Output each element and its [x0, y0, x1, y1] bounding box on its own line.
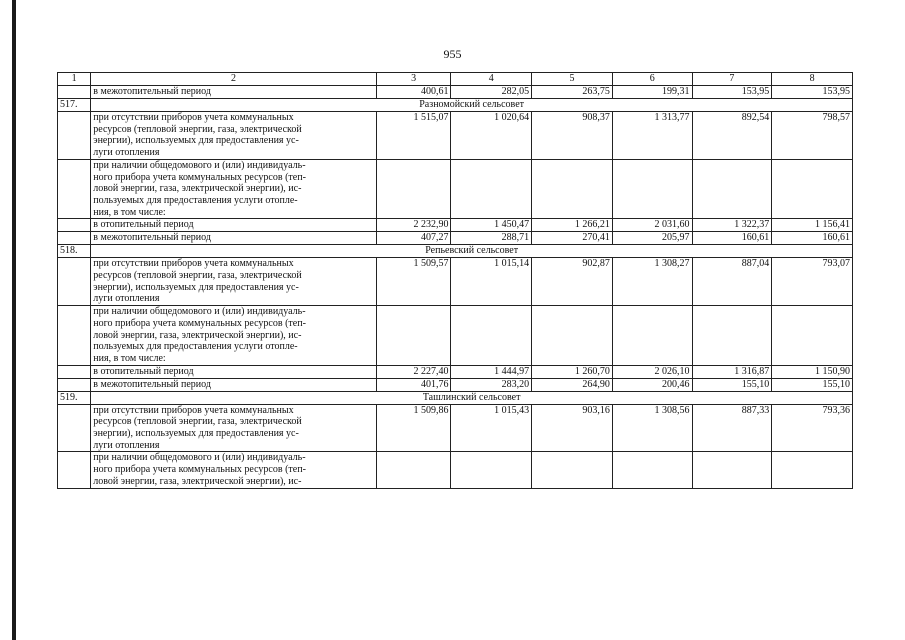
label-line: луги отопления — [93, 439, 160, 451]
absent-meter-label — [91, 112, 377, 160]
value-cell: 160,61 — [692, 232, 772, 245]
value-cell — [772, 452, 853, 488]
row-number-cell — [58, 219, 91, 232]
section-number: 518. — [58, 245, 91, 258]
table-row — [58, 86, 853, 99]
label-line: ресурсов (тепловой энергии, газа, электрической — [93, 270, 302, 282]
value-cell: 903,16 — [532, 404, 613, 452]
value-cell: 1 313,77 — [612, 112, 692, 160]
value-cell: 1 308,56 — [612, 404, 692, 452]
label-line: ного прибора учета коммунальных ресурсов (теп- — [93, 171, 306, 183]
value-cell: 1 260,70 — [532, 365, 613, 378]
label-line: энергии), используемых для предоставления ус- — [93, 281, 299, 293]
value-cell: 288,71 — [451, 232, 532, 245]
value-cell: 887,33 — [692, 404, 772, 452]
value-cell: 264,90 — [532, 378, 613, 391]
table-row — [58, 365, 853, 378]
label-line: ного прибора учета коммунальных ресурсов (теп- — [93, 464, 306, 476]
value-cell — [376, 159, 451, 219]
value-cell: 2 232,90 — [376, 219, 451, 232]
absent-meter-label — [91, 404, 377, 452]
row-number-cell — [58, 365, 91, 378]
label-line: ловой энергии, газа, электрической энергии), ис- — [93, 475, 302, 487]
label-line: при наличии общедомового и (или) индивидуаль- — [93, 452, 306, 464]
present-meter-label — [91, 306, 377, 366]
label-line: ния, в том числе: — [93, 352, 166, 364]
row-label: в межотопительный период — [91, 378, 377, 391]
value-cell: 270,41 — [532, 232, 613, 245]
value-cell: 1 015,14 — [451, 258, 532, 306]
present-meter-label — [91, 452, 377, 488]
value-cell: 892,54 — [692, 112, 772, 160]
value-cell: 263,75 — [532, 86, 613, 99]
value-cell: 200,46 — [612, 378, 692, 391]
value-cell: 1 156,41 — [772, 219, 853, 232]
row-number-cell — [58, 86, 91, 99]
label-line: ресурсов (тепловой энергии, газа, электрической — [93, 416, 302, 428]
label-line: энергии), используемых для предоставления ус- — [93, 135, 299, 147]
label-line: пользуемых для предоставления услуги отопле- — [93, 194, 298, 206]
value-cell — [532, 306, 613, 366]
tariff-table — [57, 72, 853, 489]
label-line: ного прибора учета коммунальных ресурсов (теп- — [93, 317, 306, 329]
column-number: 5 — [532, 73, 613, 86]
value-cell: 887,04 — [692, 258, 772, 306]
row-number-cell — [58, 306, 91, 366]
table-row — [58, 112, 853, 160]
value-cell: 908,37 — [532, 112, 613, 160]
column-number: 7 — [692, 73, 772, 86]
value-cell: 1 150,90 — [772, 365, 853, 378]
value-cell — [692, 159, 772, 219]
label-line: при наличии общедомового и (или) индивидуаль- — [93, 159, 306, 171]
label-line: энергии), используемых для предоставления ус- — [93, 428, 299, 440]
section-name: Разномойский сельсовет — [91, 99, 853, 112]
value-cell: 155,10 — [692, 378, 772, 391]
column-number: 3 — [376, 73, 451, 86]
label-line: при отсутствии приборов учета коммунальных — [93, 112, 294, 123]
column-number-row — [58, 73, 853, 86]
value-cell: 1 316,87 — [692, 365, 772, 378]
value-cell: 1 515,07 — [376, 112, 451, 160]
table-row — [58, 219, 853, 232]
value-cell — [612, 306, 692, 366]
value-cell: 400,61 — [376, 86, 451, 99]
value-cell — [612, 159, 692, 219]
value-cell: 1 020,64 — [451, 112, 532, 160]
value-cell — [451, 306, 532, 366]
table-row — [58, 452, 853, 488]
section-header-row — [58, 99, 853, 112]
value-cell: 407,27 — [376, 232, 451, 245]
table-row — [58, 378, 853, 391]
label-line: при отсутствии приборов учета коммунальных — [93, 258, 294, 270]
value-cell: 2 227,40 — [376, 365, 451, 378]
table-row — [58, 159, 853, 219]
value-cell: 1 322,37 — [692, 219, 772, 232]
value-cell — [451, 452, 532, 488]
column-number: 1 — [58, 73, 91, 86]
section-number: 519. — [58, 391, 91, 404]
value-cell: 199,31 — [612, 86, 692, 99]
row-label: в отопительный период — [91, 219, 377, 232]
section-name: Репьевский сельсовет — [91, 245, 853, 258]
value-cell: 1 509,86 — [376, 404, 451, 452]
value-cell — [772, 306, 853, 366]
label-line: при наличии общедомового и (или) индивидуаль- — [93, 306, 306, 318]
value-cell: 155,10 — [772, 378, 853, 391]
column-number: 6 — [612, 73, 692, 86]
table-row — [58, 258, 853, 306]
value-cell: 1 266,21 — [532, 219, 613, 232]
row-number-cell — [58, 378, 91, 391]
value-cell — [376, 452, 451, 488]
row-label: в отопительный период — [91, 365, 377, 378]
label-line: ловой энергии, газа, электрической энергии), ис- — [93, 183, 302, 195]
value-cell: 205,97 — [612, 232, 692, 245]
value-cell: 1 450,47 — [451, 219, 532, 232]
value-cell — [772, 159, 853, 219]
scan-edge-bar — [12, 0, 16, 640]
table-row — [58, 306, 853, 366]
value-cell: 1 509,57 — [376, 258, 451, 306]
value-cell: 153,95 — [692, 86, 772, 99]
label-line: ловой энергии, газа, электрической энергии), ис- — [93, 329, 302, 341]
page-number: 955 — [443, 47, 462, 61]
row-number-cell — [58, 258, 91, 306]
value-cell: 798,57 — [772, 112, 853, 160]
section-header-row — [58, 245, 853, 258]
label-line: пользуемых для предоставления услуги отопле- — [93, 341, 298, 353]
column-number: 8 — [772, 73, 853, 86]
value-cell: 401,76 — [376, 378, 451, 391]
row-number-cell — [58, 404, 91, 452]
row-number-cell — [58, 232, 91, 245]
value-cell — [532, 452, 613, 488]
value-cell: 282,05 — [451, 86, 532, 99]
section-header-row — [58, 391, 853, 404]
value-cell: 153,95 — [772, 86, 853, 99]
row-number-cell — [58, 112, 91, 160]
value-cell — [692, 452, 772, 488]
row-label: в межотопительный период — [91, 86, 377, 99]
value-cell: 1 308,27 — [612, 258, 692, 306]
value-cell: 1 015,43 — [451, 404, 532, 452]
value-cell: 793,07 — [772, 258, 853, 306]
value-cell: 902,87 — [532, 258, 613, 306]
row-label: в межотопительный период — [91, 232, 377, 245]
label-line: ресурсов (тепловой энергии, газа, электрической — [93, 123, 302, 135]
label-line: луги отопления — [93, 147, 160, 159]
row-number-cell — [58, 159, 91, 219]
label-line: при отсутствии приборов учета коммунальных — [93, 404, 294, 416]
table-row — [58, 404, 853, 452]
label-line: луги отопления — [93, 293, 160, 305]
absent-meter-label — [91, 258, 377, 306]
value-cell: 1 444,97 — [451, 365, 532, 378]
column-number: 2 — [91, 73, 377, 86]
value-cell — [692, 306, 772, 366]
value-cell: 160,61 — [772, 232, 853, 245]
value-cell — [532, 159, 613, 219]
value-cell: 2 026,10 — [612, 365, 692, 378]
label-line: ния, в том числе: — [93, 206, 166, 218]
value-cell — [376, 306, 451, 366]
value-cell: 283,20 — [451, 378, 532, 391]
column-number: 4 — [451, 73, 532, 86]
present-meter-label — [91, 159, 377, 219]
row-number-cell — [58, 452, 91, 488]
value-cell: 2 031,60 — [612, 219, 692, 232]
value-cell: 793,36 — [772, 404, 853, 452]
table-row — [58, 232, 853, 245]
value-cell — [451, 159, 532, 219]
section-name: Ташлинский сельсовет — [91, 391, 853, 404]
section-number: 517. — [58, 99, 91, 112]
value-cell — [612, 452, 692, 488]
